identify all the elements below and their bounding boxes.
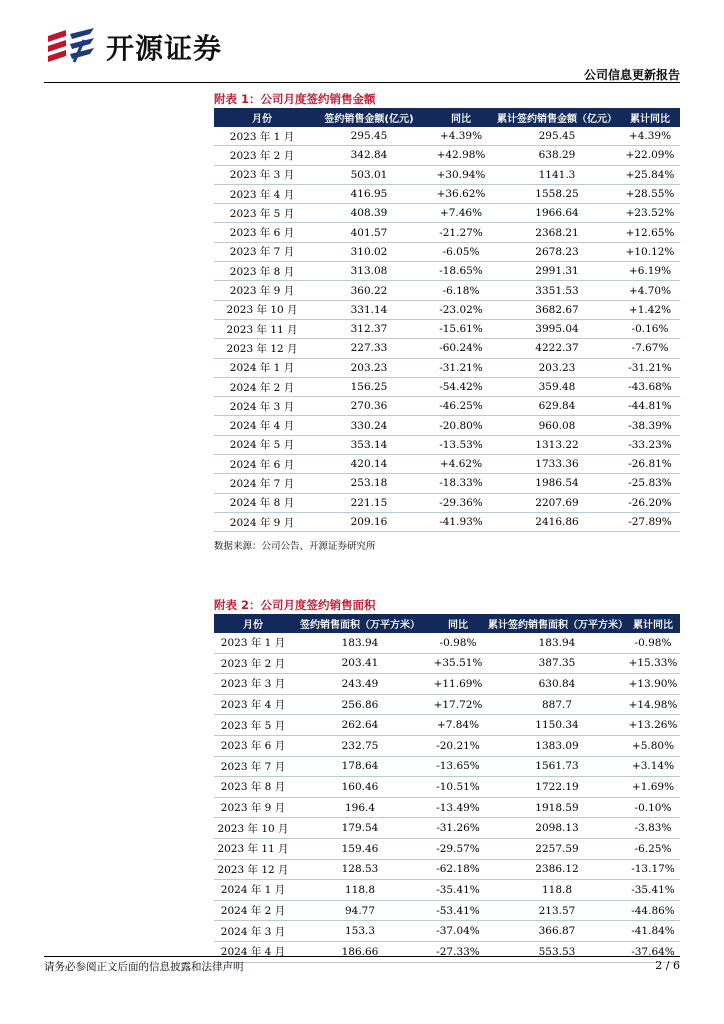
table-cell: 2024 年 1 月: [214, 358, 310, 377]
table-cell: -3.83%: [626, 818, 680, 839]
table-row: [214, 300, 680, 319]
table-cell: 2024 年 7 月: [214, 474, 310, 493]
table-cell: +1.42%: [620, 300, 680, 319]
table-cell: 270.36: [310, 397, 428, 416]
table-cell: 2024 年 4 月: [214, 416, 310, 435]
table-cell: +1.69%: [626, 777, 680, 798]
table-row: [214, 756, 680, 777]
table-row: [214, 838, 680, 859]
table-cell: +4.39%: [620, 127, 680, 146]
table-cell: 553.53: [488, 941, 626, 962]
footer-divider: [44, 956, 680, 957]
table2-caption: 附表 2：公司月度签约销售面积: [214, 598, 376, 612]
column-header: 累计签约销售面积（万平方米）: [488, 620, 628, 631]
table-cell: 295.45: [494, 127, 620, 146]
table-cell: 1733.36: [494, 455, 620, 474]
column-header: 同比: [448, 620, 468, 631]
table-row: [214, 797, 680, 818]
table-cell: -13.53%: [428, 435, 494, 454]
table-cell: 503.01: [310, 165, 428, 184]
table-cell: 2678.23: [494, 242, 620, 261]
table-cell: 2023 年 2 月: [214, 146, 310, 165]
table-cell: -53.41%: [428, 900, 488, 921]
table-cell: 118.8: [488, 880, 626, 901]
table-cell: 1383.09: [488, 735, 626, 756]
table-cell: 2023 年 2 月: [214, 653, 292, 674]
table-cell: 1966.64: [494, 204, 620, 223]
table-cell: 359.48: [494, 377, 620, 396]
column-header: 签约销售面积（万平方米）: [300, 620, 420, 631]
table-cell: 2024 年 1 月: [214, 880, 292, 901]
kaiyuan-logo-icon: [44, 26, 100, 68]
table-cell: -0.16%: [620, 319, 680, 338]
table-cell: 312.37: [310, 319, 428, 338]
table-cell: -31.21%: [620, 358, 680, 377]
table-cell: 253.18: [310, 474, 428, 493]
table-cell: 2023 年 12 月: [214, 859, 292, 880]
table-row: [214, 512, 680, 531]
table-cell: -25.83%: [620, 474, 680, 493]
table-cell: 295.45: [310, 127, 428, 146]
table-cell: 638.29: [494, 146, 620, 165]
table-cell: 360.22: [310, 281, 428, 300]
table-cell: 1918.59: [488, 797, 626, 818]
table-cell: 2024 年 6 月: [214, 455, 310, 474]
table-row: [214, 921, 680, 942]
table-row: [214, 941, 680, 962]
table-cell: -26.20%: [620, 493, 680, 512]
table-cell: -13.65%: [428, 756, 488, 777]
table-cell: -0.10%: [626, 797, 680, 818]
table-row: [214, 818, 680, 839]
table-cell: -7.67%: [620, 339, 680, 358]
table-cell: 2386.12: [488, 859, 626, 880]
table-cell: 2257.59: [488, 838, 626, 859]
table-cell: 2023 年 3 月: [214, 674, 292, 695]
table-cell: +13.26%: [626, 715, 680, 736]
table-cell: 630.84: [488, 674, 626, 695]
table-cell: +15.33%: [626, 653, 680, 674]
table-row: [214, 674, 680, 695]
table2-header-row: [214, 614, 680, 633]
table-cell: -37.64%: [626, 941, 680, 962]
table-cell: -26.81%: [620, 455, 680, 474]
table-cell: 179.54: [292, 818, 428, 839]
column-header: 签约销售金额(亿元): [324, 114, 414, 125]
sales-amount-table: [214, 108, 680, 532]
table-cell: 2416.86: [494, 512, 620, 531]
table-cell: -44.81%: [620, 397, 680, 416]
table-cell: -35.41%: [626, 880, 680, 901]
table-cell: 2991.31: [494, 262, 620, 281]
table-cell: 160.46: [292, 777, 428, 798]
table-cell: -46.25%: [428, 397, 494, 416]
table-cell: 2023 年 1 月: [214, 633, 292, 653]
table-cell: 227.33: [310, 339, 428, 358]
table-cell: 2024 年 2 月: [214, 900, 292, 921]
table1-caption: 附表 1：公司月度签约销售金额: [214, 92, 376, 106]
table-cell: +14.98%: [626, 694, 680, 715]
table-cell: 1722.19: [488, 777, 626, 798]
table-cell: 2023 年 7 月: [214, 242, 310, 261]
table-cell: +6.19%: [620, 262, 680, 281]
table-row: [214, 880, 680, 901]
column-header: 累计签约销售金额（亿元）: [497, 114, 617, 125]
table-cell: -6.05%: [428, 242, 494, 261]
table-cell: 2023 年 9 月: [214, 281, 310, 300]
table-cell: +13.90%: [626, 674, 680, 695]
table-cell: 2023 年 11 月: [214, 838, 292, 859]
table-cell: +28.55%: [620, 184, 680, 203]
table-cell: -35.41%: [428, 880, 488, 901]
table-row: [214, 184, 680, 203]
table-cell: -0.98%: [428, 633, 488, 653]
table-cell: +10.12%: [620, 242, 680, 261]
table1-header-row: [214, 108, 680, 127]
table-cell: 2024 年 3 月: [214, 921, 292, 942]
table-cell: 213.57: [488, 900, 626, 921]
table-cell: -33.23%: [620, 435, 680, 454]
table-row: [214, 358, 680, 377]
table-cell: 366.87: [488, 921, 626, 942]
table-cell: 2024 年 5 月: [214, 435, 310, 454]
table-cell: 887.7: [488, 694, 626, 715]
table-cell: 196.4: [292, 797, 428, 818]
table-cell: 2023 年 4 月: [214, 694, 292, 715]
brand-name: 开源证券: [106, 32, 223, 65]
table-row: [214, 715, 680, 736]
table-row: [214, 474, 680, 493]
table-cell: 960.08: [494, 416, 620, 435]
table-cell: 209.16: [310, 512, 428, 531]
table-cell: 629.84: [494, 397, 620, 416]
table-row: [214, 777, 680, 798]
table-cell: 156.25: [310, 377, 428, 396]
table-row: [214, 435, 680, 454]
table-row: [214, 281, 680, 300]
table-cell: 1313.22: [494, 435, 620, 454]
table-cell: -60.24%: [428, 339, 494, 358]
table-cell: -20.80%: [428, 416, 494, 435]
table-cell: 2024 年 3 月: [214, 397, 310, 416]
table-cell: -31.21%: [428, 358, 494, 377]
table-cell: +36.62%: [428, 184, 494, 203]
page-number: 2 / 6: [655, 959, 680, 972]
table-cell: 128.53: [292, 859, 428, 880]
table-cell: 221.15: [310, 493, 428, 512]
table-cell: 3351.53: [494, 281, 620, 300]
table-cell: +25.84%: [620, 165, 680, 184]
table-cell: 2024 年 9 月: [214, 512, 310, 531]
table-cell: -10.51%: [428, 777, 488, 798]
table-cell: +4.62%: [428, 455, 494, 474]
table-cell: +17.72%: [428, 694, 488, 715]
table-row: [214, 377, 680, 396]
table-cell: -23.02%: [428, 300, 494, 319]
table-cell: 183.94: [292, 633, 428, 653]
table-cell: 2023 年 8 月: [214, 262, 310, 281]
table-cell: -31.26%: [428, 818, 488, 839]
column-header: 累计同比: [633, 620, 673, 631]
table-row: [214, 319, 680, 338]
table-row: [214, 416, 680, 435]
table-cell: 262.64: [292, 715, 428, 736]
table-cell: +4.39%: [428, 127, 494, 146]
table-cell: 2023 年 5 月: [214, 715, 292, 736]
table-cell: 2023 年 5 月: [214, 204, 310, 223]
table-cell: -54.42%: [428, 377, 494, 396]
table-cell: 153.3: [292, 921, 428, 942]
table-row: [214, 223, 680, 242]
table-cell: 203.41: [292, 653, 428, 674]
table-row: [214, 242, 680, 261]
column-header: 同比: [451, 114, 471, 125]
table-row: [214, 146, 680, 165]
page-header: [44, 20, 680, 84]
table-row: [214, 859, 680, 880]
table-cell: -21.27%: [428, 223, 494, 242]
table-cell: 2024 年 8 月: [214, 493, 310, 512]
table-cell: 2023 年 10 月: [214, 300, 310, 319]
table-cell: 342.84: [310, 146, 428, 165]
table-cell: +23.52%: [620, 204, 680, 223]
table-cell: 2023 年 4 月: [214, 184, 310, 203]
table1-block: [214, 90, 680, 552]
table-cell: -20.21%: [428, 735, 488, 756]
brand-logo: [44, 26, 222, 68]
table-cell: 186.66: [292, 941, 428, 962]
table-cell: +30.94%: [428, 165, 494, 184]
column-header: 累计同比: [630, 114, 670, 125]
table-cell: 256.86: [292, 694, 428, 715]
table-cell: 408.39: [310, 204, 428, 223]
table-cell: +7.84%: [428, 715, 488, 736]
table-cell: -6.18%: [428, 281, 494, 300]
table-cell: 2023 年 10 月: [214, 818, 292, 839]
table-cell: 353.14: [310, 435, 428, 454]
table-cell: +11.69%: [428, 674, 488, 695]
table-cell: 387.35: [488, 653, 626, 674]
table-cell: 1561.73: [488, 756, 626, 777]
table-cell: -15.61%: [428, 319, 494, 338]
table-cell: 118.8: [292, 880, 428, 901]
table-cell: -38.39%: [620, 416, 680, 435]
table-cell: -29.36%: [428, 493, 494, 512]
table-cell: -29.57%: [428, 838, 488, 859]
table-cell: 2023 年 11 月: [214, 319, 310, 338]
table-cell: 94.77: [292, 900, 428, 921]
table-cell: 183.94: [488, 633, 626, 653]
table-row: [214, 633, 680, 653]
table-cell: +42.98%: [428, 146, 494, 165]
table-row: [214, 493, 680, 512]
table-cell: +3.14%: [626, 756, 680, 777]
table-cell: 401.57: [310, 223, 428, 242]
table-cell: -27.33%: [428, 941, 488, 962]
table-cell: 330.24: [310, 416, 428, 435]
table-cell: 1150.34: [488, 715, 626, 736]
table-cell: 1558.25: [494, 184, 620, 203]
table-cell: 1141.3: [494, 165, 620, 184]
table-cell: +5.80%: [626, 735, 680, 756]
sales-area-table: [214, 614, 680, 963]
report-type: 公司信息更新报告: [583, 68, 680, 82]
table-cell: -13.17%: [626, 859, 680, 880]
table-row: [214, 397, 680, 416]
data-source: 数据来源：公司公告、开源证券研究所: [214, 541, 376, 553]
table-cell: -37.04%: [428, 921, 488, 942]
table-cell: 313.08: [310, 262, 428, 281]
table-cell: -44.86%: [626, 900, 680, 921]
table-cell: 2098.13: [488, 818, 626, 839]
table-row: [214, 653, 680, 674]
column-header: 月份: [243, 620, 263, 631]
table-cell: 310.02: [310, 242, 428, 261]
table-cell: 2207.69: [494, 493, 620, 512]
table-cell: -6.25%: [626, 838, 680, 859]
table-row: [214, 127, 680, 146]
table-cell: 2023 年 6 月: [214, 735, 292, 756]
table-row: [214, 165, 680, 184]
table-cell: -18.33%: [428, 474, 494, 493]
table-cell: 3995.04: [494, 319, 620, 338]
header-divider: [44, 82, 680, 83]
table-cell: 2024 年 2 月: [214, 377, 310, 396]
table-cell: -62.18%: [428, 859, 488, 880]
table-cell: +4.70%: [620, 281, 680, 300]
table-cell: 4222.37: [494, 339, 620, 358]
table-cell: 3682.67: [494, 300, 620, 319]
table-cell: 2023 年 9 月: [214, 797, 292, 818]
table-cell: 159.46: [292, 838, 428, 859]
table-cell: 203.23: [494, 358, 620, 377]
table-cell: +35.51%: [428, 653, 488, 674]
table-row: [214, 900, 680, 921]
table-cell: 1986.54: [494, 474, 620, 493]
table-cell: 416.95: [310, 184, 428, 203]
column-header: 月份: [252, 114, 272, 125]
table-cell: +7.46%: [428, 204, 494, 223]
table-cell: -13.49%: [428, 797, 488, 818]
table-cell: +22.09%: [620, 146, 680, 165]
table-cell: -0.98%: [626, 633, 680, 653]
table-row: [214, 204, 680, 223]
table-cell: 2024 年 4 月: [214, 941, 292, 962]
table-cell: -43.68%: [620, 377, 680, 396]
table-row: [214, 339, 680, 358]
table-cell: 2023 年 12 月: [214, 339, 310, 358]
table-cell: 420.14: [310, 455, 428, 474]
table-cell: -18.65%: [428, 262, 494, 281]
legal-disclaimer: 请务必参阅正文后面的信息披露和法律声明: [44, 961, 244, 973]
table-cell: 232.75: [292, 735, 428, 756]
table-cell: 2368.21: [494, 223, 620, 242]
table-cell: 2023 年 1 月: [214, 127, 310, 146]
table-cell: -27.89%: [620, 512, 680, 531]
table-cell: 331.14: [310, 300, 428, 319]
table-row: [214, 455, 680, 474]
table-cell: -41.84%: [626, 921, 680, 942]
table2-block: [214, 596, 680, 963]
table-cell: 243.49: [292, 674, 428, 695]
table-cell: 2023 年 7 月: [214, 756, 292, 777]
table-cell: 178.64: [292, 756, 428, 777]
table-cell: -41.93%: [428, 512, 494, 531]
table-cell: 203.23: [310, 358, 428, 377]
table-cell: 2023 年 3 月: [214, 165, 310, 184]
table-row: [214, 694, 680, 715]
table-cell: 2023 年 6 月: [214, 223, 310, 242]
table-cell: 2023 年 8 月: [214, 777, 292, 798]
table-row: [214, 735, 680, 756]
table-cell: +12.65%: [620, 223, 680, 242]
table-row: [214, 262, 680, 281]
